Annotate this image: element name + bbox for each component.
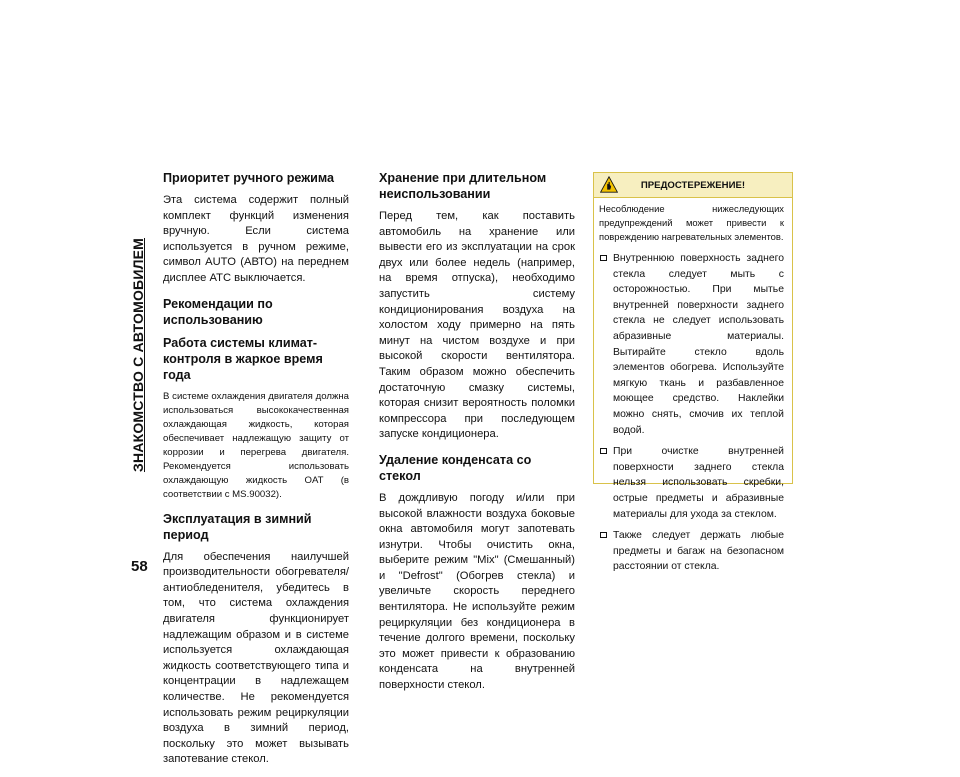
warning-item — [599, 444, 784, 522]
heading-winter-operation: Эксплуатация в зимний период — [163, 511, 312, 542]
warning-item-text: Внутреннюю поверхность заднего стекла следует мыть с осторожностью. При мытье внутренней поверхности заднего стекла не следует использовать абразивные материалы. Вытирайте стекло вдоль элементов обогрева. Используйте мягкую ткань и разбавленное моющее средство. Наклейки можно снять, смочив их теплой водой. — [613, 253, 784, 436]
left-column — [163, 170, 349, 777]
warning-item-text: Также следует держать любые предметы и багаж на безопасном расстоянии от стекла. — [613, 530, 784, 573]
warning-hand-icon — [600, 176, 618, 193]
warning-intro: Несоблюдение нижеследующих предупреждений может привести к повреждению нагревательных элементов. — [599, 203, 784, 242]
warning-item — [599, 251, 784, 438]
middle-column — [379, 170, 575, 703]
heading-manual-priority: Приоритет ручного режима — [163, 171, 335, 185]
paragraph-manual-priority: Эта система содержит полный комплект функций изменения вручную. Если система используется в ручном режиме, символ AUTO (АВТО) на переднем дисплее ATC выключается. — [163, 194, 349, 284]
heading-usage-recommendations: Рекомендации по использованию — [163, 296, 273, 327]
section-side-label — [126, 150, 150, 560]
warning-title: ПРЕДОСТЕРЕЖЕНИЕ! — [640, 179, 746, 191]
heading-condensation-removal: Удаление конденсата со стекол — [379, 452, 532, 483]
paragraph-winter-operation: Для обеспечения наилучшей производительности обогревателя/антиобледенителя, убедитесь в том, что система охлаждения двигателя функционирует надлежащим образом и в системе используется охлаждающая жидкость соответствующего типа и концентрации в надлежащем количестве. Не рекомендуется использовать режим рециркуляции воздуха в зимний период, поскольку это может вызывать запотевание стекол. — [163, 550, 349, 766]
heading-hot-season: Работа системы климат-контроля в жаркое время года — [163, 335, 323, 382]
warning-item-text: При очистке внутренней поверхности заднего стекла нельзя использовать скребки, острые предметы и абразивные материалы для ухода за стеклом. — [613, 446, 784, 520]
section-side-label-text: ЗНАКОМСТВО С АВТОМОБИЛЕМ — [130, 237, 146, 473]
paragraph-long-storage: Перед тем, как поставить автомобиль на хранение или вывести его из эксплуатации на срок двух или более недель (например, на время отпуска), необходимо запустить систему кондиционирования воздуха на холостом ходу примерно на пять минут на чистом воздухе и при высокой скорости вентилятора. Таким образом можно обеспечить достаточную смазку системы, которая снизит вероятность поломки компрессора при последующем запуске кондиционера. — [379, 210, 575, 441]
heading-long-storage: Хранение при длительном неиспользовании — [379, 171, 547, 201]
paragraph-condensation-removal: В дождливую погоду и/или при высокой влажности воздуха боковые окна автомобиля могут запотевать изнутри. Чтобы очистить окна, выберите режим "Mix" (Смешанный) и "Defrost" (Обогрев стекла) и увеличьте скорость переднего вентилятора. Не используйте режим рециркуляции без кондиционера в течение долгого времени, поскольку это может привести к образованию конденсата на внутренней поверхности стекол. — [379, 491, 575, 692]
warning-header — [594, 173, 792, 198]
square-bullet-icon — [600, 532, 607, 538]
warning-body — [594, 198, 792, 575]
paragraph-coolant: В системе охлаждения двигателя должна использоваться высококачественная охлаждающая жидкость, которая обеспечивает надлежащую защиту от коррозии и перегрева двигателя. Рекомендуется использовать охлаждающую жидкость OAT (в соответствии с MS.90032). — [163, 390, 349, 500]
page-number: 58 — [131, 558, 148, 575]
square-bullet-icon — [600, 448, 607, 454]
warning-box — [593, 172, 793, 573]
warning-item — [599, 528, 784, 575]
square-bullet-icon — [600, 255, 607, 261]
